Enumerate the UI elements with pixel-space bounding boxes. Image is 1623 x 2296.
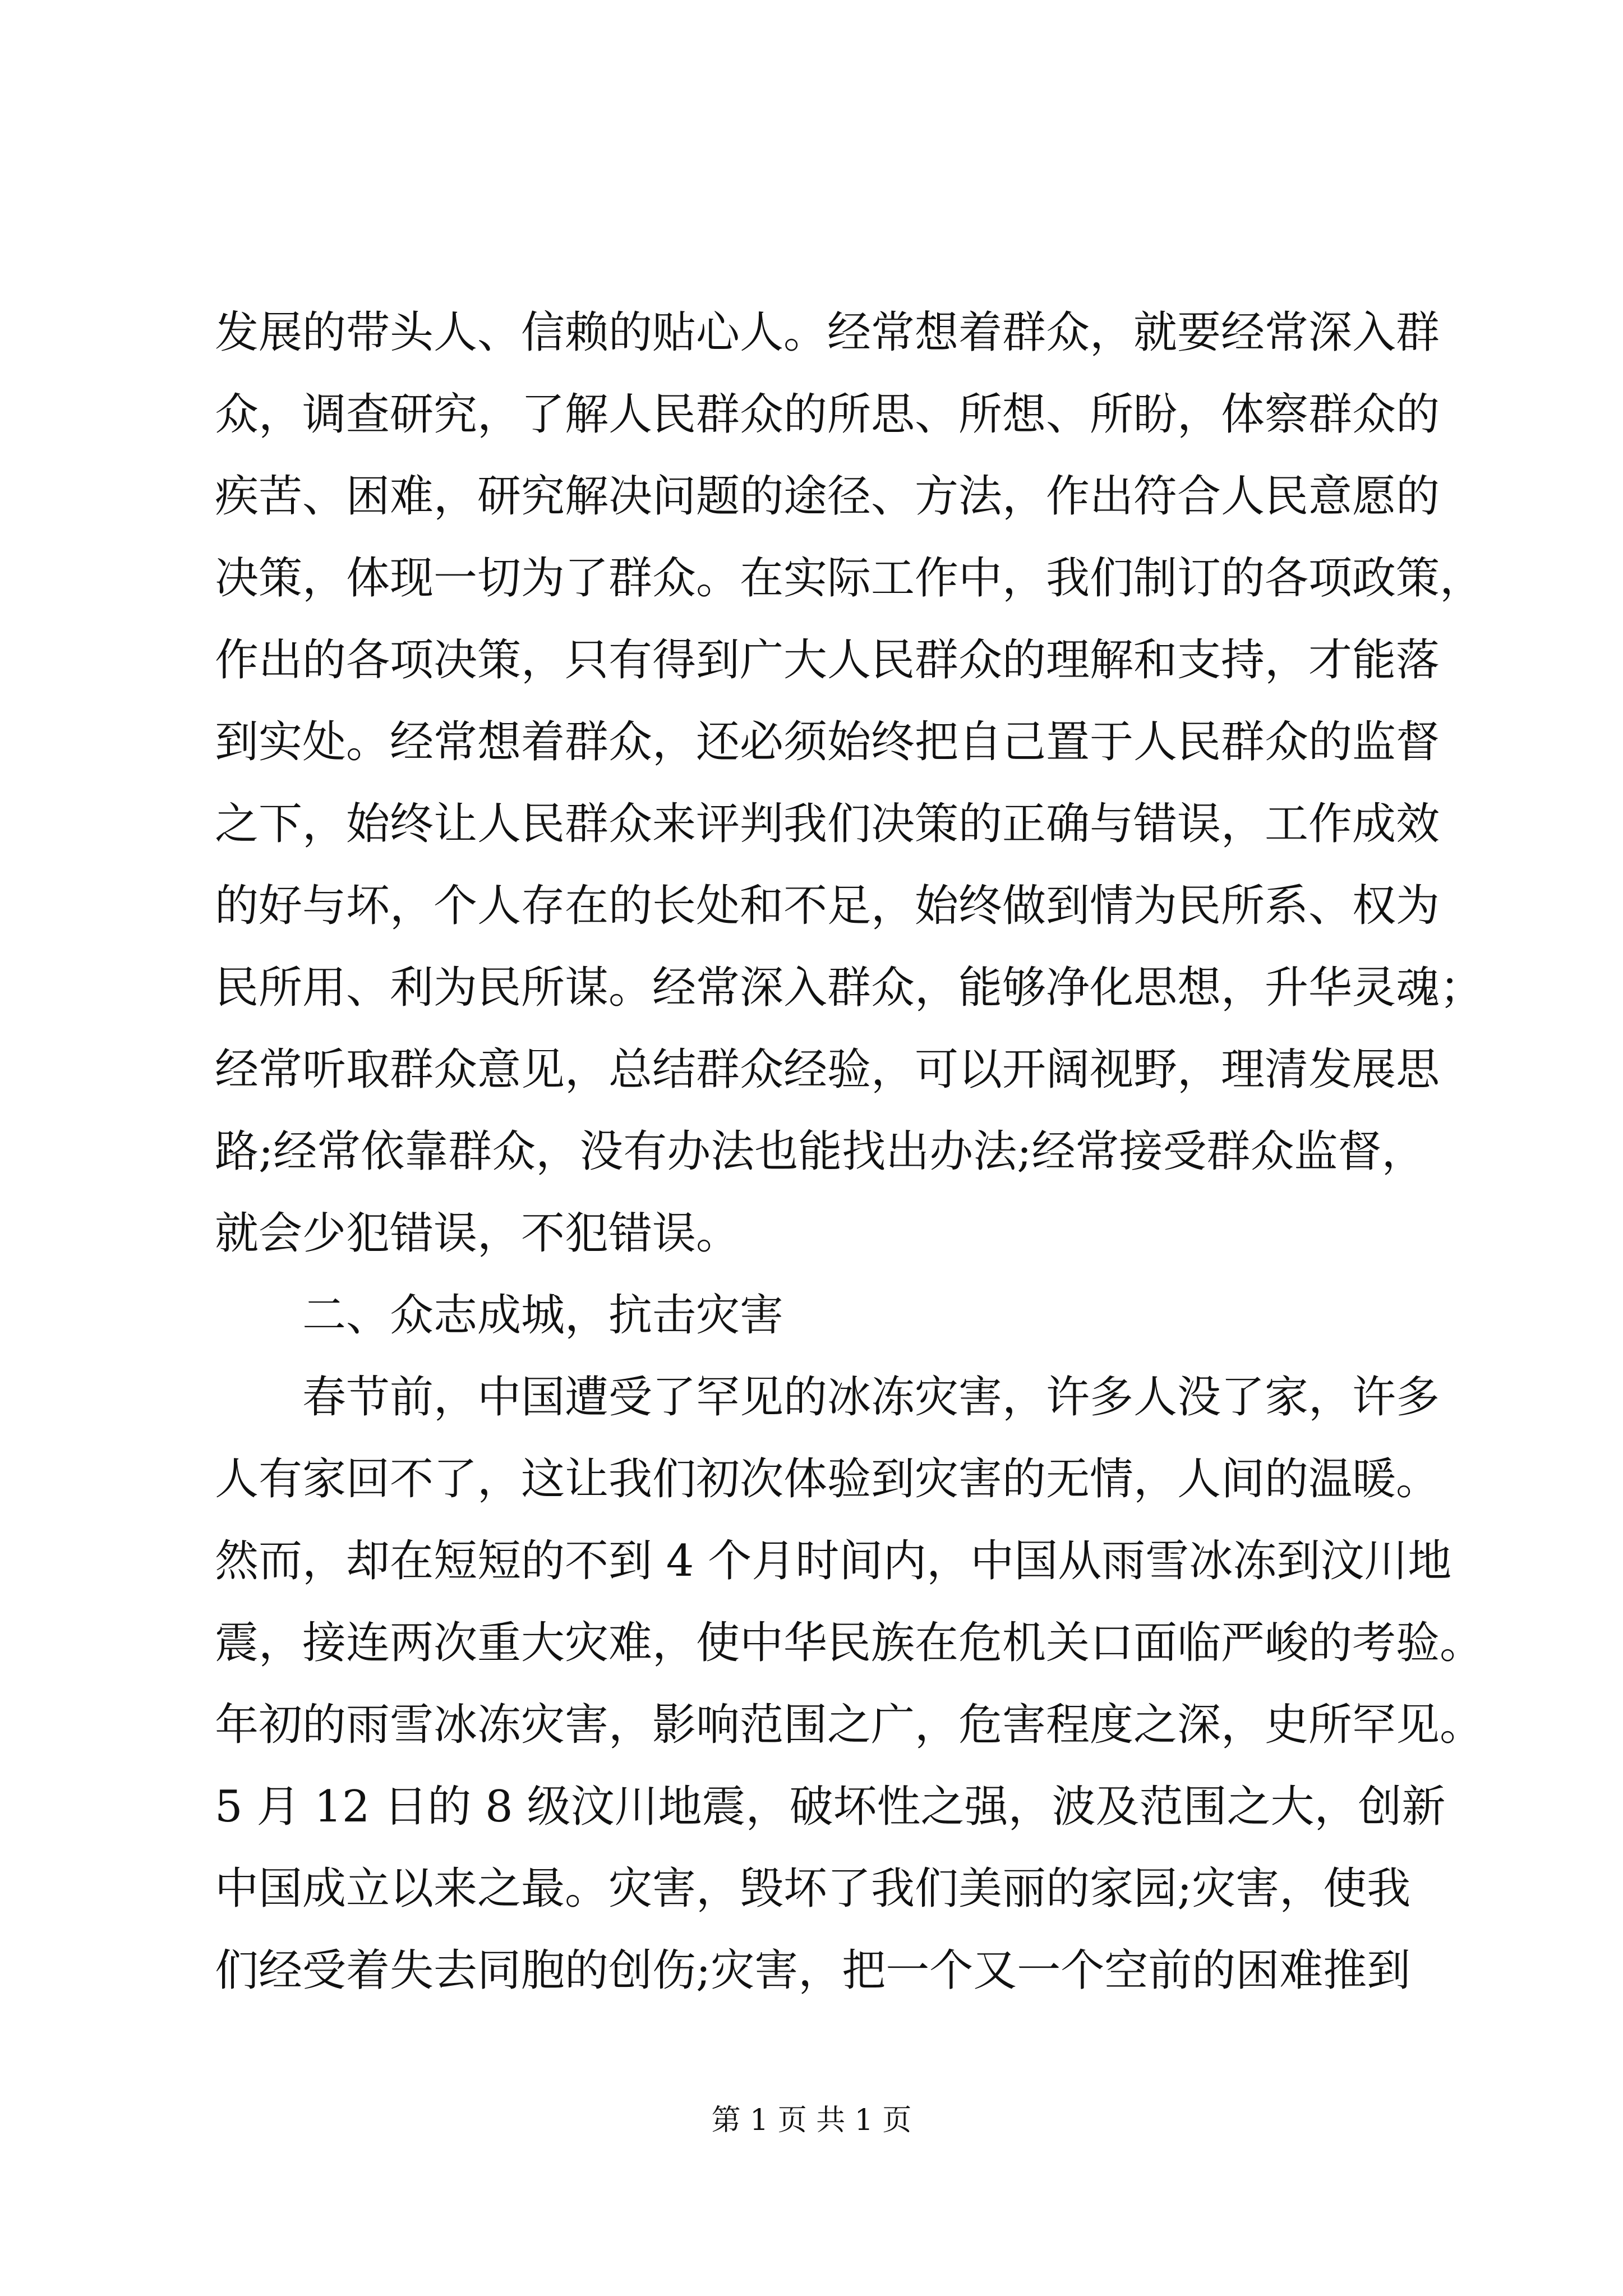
paragraph-line: 民所用、利为民所谋。经常深入群众，能够净化思想，升华灵魂； xyxy=(215,963,1484,1013)
paragraph-line: 5 月 12 日的 8 级汶川地震，破坏性之强，波及范围之大，创新 xyxy=(215,1782,1446,1832)
paragraph-line: 发展的带头人、信赖的贴心人。经常想着群众，就要经常深入群 xyxy=(215,307,1440,358)
paragraph-line: 众，调查研究，了解人民群众的所思、所想、所盼，体察群众的 xyxy=(215,389,1440,440)
paragraph-line: 经常听取群众意见，总结群众经验，可以开阔视野，理清发展思 xyxy=(215,1045,1440,1095)
paragraph-line: 之下，始终让人民群众来评判我们决策的正确与错误，工作成效 xyxy=(215,799,1440,849)
paragraph-line: 到实处。经常想着群众，还必须始终把自己置于人民群众的监督 xyxy=(215,717,1440,767)
paragraph-line: 人有家回不了，这让我们初次体验到灾害的无情，人间的温暖。 xyxy=(215,1454,1440,1504)
document-body xyxy=(215,292,1484,2012)
paragraph-line: 年初的雨雪冰冻灾害，影响范围之广，危害程度之深，史所罕见。 xyxy=(215,1700,1484,1750)
paragraph-line: 决策，体现一切为了群众。在实际工作中，我们制订的各项政策， xyxy=(215,553,1484,604)
section-heading: 二、众志成城，抗击灾害 xyxy=(302,1290,784,1341)
page-footer: 第 1 页 共 1 页 xyxy=(711,2104,912,2137)
paragraph-line: 就会少犯错误，不犯错误。 xyxy=(215,1208,740,1259)
paragraph-line: 疾苦、困难，研究解决问题的途径、方法，作出符合人民意愿的 xyxy=(215,471,1440,522)
paragraph-line: 们经受着失去同胞的创伤;灾害，把一个又一个空前的困难推到 xyxy=(215,1945,1411,1996)
paragraph-line: 路;经常依靠群众，没有办法也能找出办法;经常接受群众监督， xyxy=(215,1126,1426,1177)
paragraph-line: 的好与坏，个人存在的长处和不足，始终做到情为民所系、权为 xyxy=(215,881,1440,931)
paragraph-line: 中国成立以来之最。灾害，毁坏了我们美丽的家园;灾害，使我 xyxy=(215,1864,1411,1914)
paragraph-line: 作出的各项决策，只有得到广大人民群众的理解和支持，才能落 xyxy=(215,635,1440,685)
paragraph-line: 春节前，中国遭受了罕见的冰冻灾害，许多人没了家，许多 xyxy=(302,1372,1440,1423)
paragraph-line: 震，接连两次重大灾难，使中华民族在危机关口面临严峻的考验。 xyxy=(215,1618,1484,1668)
paragraph-line: 然而，却在短短的不到 4 个月时间内，中国从雨雪冰冻到汶川地 xyxy=(215,1536,1452,1586)
